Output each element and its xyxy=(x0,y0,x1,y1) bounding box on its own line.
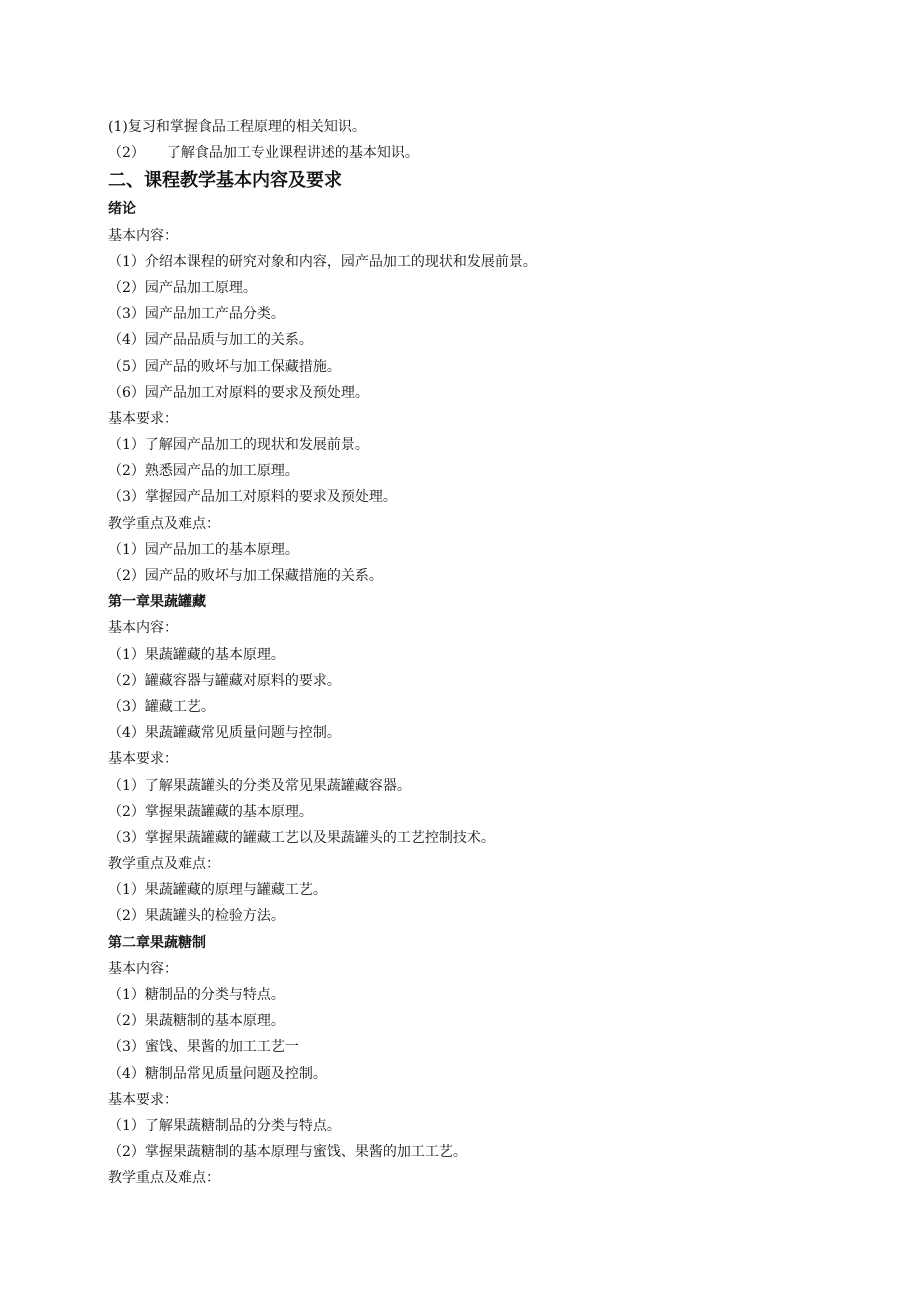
intro-requirements-label: 基本要求： xyxy=(108,410,178,427)
list-item: （1）了解果蔬罐头的分类及常见果蔬罐藏容器。 xyxy=(108,777,411,794)
list-item: （4）园产品品质与加工的关系。 xyxy=(108,332,313,349)
list-item: （1）介绍本课程的研究对象和内容，园产品加工的现状和发展前景。 xyxy=(108,253,537,270)
list-item: （3）蜜饯、果酱的加工工艺一 xyxy=(108,1039,299,1056)
intro-item-1: (1)复习和掌握食品工程原理的相关知识。 xyxy=(108,119,366,135)
list-item: （3）罐藏工艺。 xyxy=(108,698,215,715)
chapter2-focus-label: 教学重点及难点： xyxy=(108,1170,220,1187)
list-item: （6）园产品加工对原料的要求及预处理。 xyxy=(108,384,369,401)
list-item: （2）果蔬糖制的基本原理。 xyxy=(108,1013,285,1030)
intro-item-2 xyxy=(108,140,868,166)
chapter1-title: 第一章果蔬罐藏 xyxy=(108,594,206,611)
list-item: （2）掌握果蔬罐藏的基本原理。 xyxy=(108,803,313,820)
list-item: （3）园产品加工产品分类。 xyxy=(108,306,285,323)
chapter2-content-label: 基本内容： xyxy=(108,960,178,977)
list-item: （1）园产品加工的基本原理。 xyxy=(108,541,299,558)
intro-item-2-number: （2） xyxy=(108,145,145,162)
list-item: （2）罐藏容器与罐藏对原料的要求。 xyxy=(108,672,341,689)
list-item: （2）掌握果蔬糖制的基本原理与蜜饯、果酱的加工工艺。 xyxy=(108,1144,467,1161)
list-item: （1）了解园产品加工的现状和发展前景。 xyxy=(108,437,369,454)
list-item: （1）果蔬罐藏的原理与罐藏工艺。 xyxy=(108,882,327,899)
intro-chapter-title: 绪论 xyxy=(108,201,136,218)
chapter2-title: 第二章果蔬糖制 xyxy=(108,934,206,951)
intro-item-2-text: 了解食品加工专业课程讲述的基本知识。 xyxy=(166,145,419,162)
list-item: （1）糖制品的分类与特点。 xyxy=(108,987,285,1003)
list-item: （2）园产品加工原理。 xyxy=(108,279,257,296)
chapter1-focus-label: 教学重点及难点： xyxy=(108,856,220,873)
list-item: （5）园产品的败坏与加工保藏措施。 xyxy=(108,358,341,375)
list-item: （1）果蔬罐藏的基本原理。 xyxy=(108,646,285,663)
list-item: （3）掌握园产品加工对原料的要求及预处理。 xyxy=(108,489,397,506)
chapter1-content-label: 基本内容： xyxy=(108,620,178,637)
list-item: （4）糖制品常见质量问题及控制。 xyxy=(108,1065,327,1082)
list-item: （2）熟悉园产品的加工原理。 xyxy=(108,463,299,480)
chapter2-requirements-label: 基本要求： xyxy=(108,1091,178,1108)
list-item: （4）果蔬罐藏常见质量问题与控制。 xyxy=(108,725,341,742)
document-body xyxy=(108,114,868,1192)
list-item: （1）了解果蔬糖制品的分类与特点。 xyxy=(108,1117,341,1134)
intro-focus-label: 教学重点及难点： xyxy=(108,515,220,532)
intro-content-label: 基本内容： xyxy=(108,227,178,244)
section-title: 二、课程教学基本内容及要求 xyxy=(108,170,342,192)
list-item: （2）果蔬罐头的检验方法。 xyxy=(108,908,285,925)
list-item: （3）掌握果蔬罐藏的罐藏工艺以及果蔬罐头的工艺控制技术。 xyxy=(108,829,495,846)
chapter1-requirements-label: 基本要求： xyxy=(108,751,178,768)
list-item: （2）园产品的败坏与加工保藏措施的关系。 xyxy=(108,568,383,584)
